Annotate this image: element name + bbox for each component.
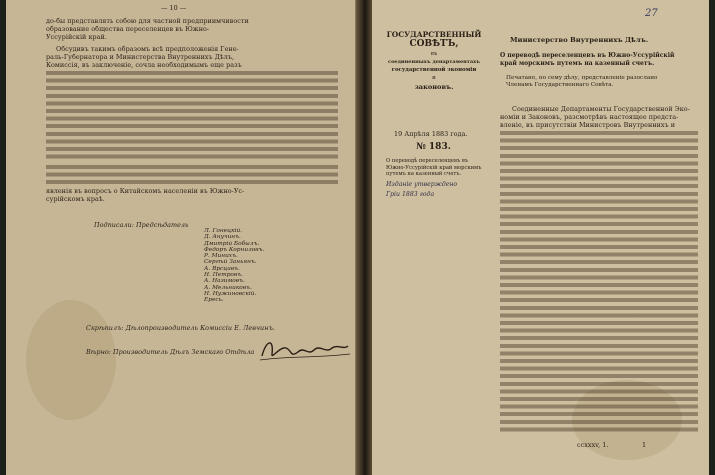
ministry-title: Министерство Внутреннихъ Дѣлъ. <box>510 36 649 44</box>
signatory: Дмитрій Бобылъ. <box>204 240 260 247</box>
signatory: Л. Гонецкій. <box>204 228 243 234</box>
folio-number: 27 <box>645 8 658 19</box>
heading-line: государственной экономіи <box>391 67 477 73</box>
note-line: путемъ на казенный счетъ. <box>386 171 462 178</box>
heading-line: ГОСУДАРСТВЕННЫЙ <box>386 30 482 39</box>
body-text-lines <box>46 163 338 186</box>
left-page <box>6 0 356 475</box>
signatory: Ересь. <box>204 297 224 304</box>
signatory: А. Мельниковъ. <box>204 284 252 291</box>
footer-page-number: 1 <box>642 441 647 449</box>
document-number: № 183. <box>416 142 451 152</box>
heading-line: и <box>432 75 436 81</box>
note-line: Южно-Уссурійскій край морскимъ <box>386 164 482 171</box>
paper-stain <box>26 300 116 420</box>
text-line: Уссурійскій край. <box>46 33 107 41</box>
text-line: сурійскомъ краѣ. <box>46 195 105 203</box>
note-line: О переводѣ переселенцевъ въ <box>386 158 469 164</box>
clerk-signature-line: Скрѣпилъ: Дѣлопроизводитель Комиссіи Е. Левчинъ. <box>86 324 275 332</box>
handwriting-line: Изданіе утверждено <box>386 181 458 188</box>
signatory: Сергѣй Заньянъ. <box>204 259 257 266</box>
signatory: А. Врсцавъ. <box>204 265 240 272</box>
signatory: Р. Минихъ. <box>204 253 238 260</box>
text-line: образование общества переселенцев въ Южно- <box>46 25 210 33</box>
session-date: 19 Апрѣля 1883 года. <box>394 130 468 138</box>
handwritten-signature <box>256 334 352 364</box>
signatory: Федоръ Корниловъ. <box>204 246 265 253</box>
print-note-line: Печатано, по сему дѣлу, представленіе разослано <box>506 75 658 81</box>
body-text-lines <box>46 69 338 160</box>
handwritten-note <box>386 180 457 200</box>
signatory: А. Назимовъ. <box>204 278 245 285</box>
print-note <box>506 75 657 90</box>
heading-line: въ <box>430 51 438 57</box>
text-line: раль-Губернатора и Министерства Внутреннихъ Дѣлъ, <box>46 53 235 61</box>
text-line: Обсудивъ такимъ образомъ всѣ предположенія Гене- <box>56 45 239 53</box>
text-line: Соединенные Департаменты Государственной Эко- <box>512 105 690 113</box>
verified-line: Вѣрно: Производитель Дѣлъ Земскаго Отдѣла <box>86 348 255 356</box>
right-page <box>372 0 709 475</box>
text-line: вленіе, въ присутствіи Министровъ Внутреннихъ и <box>500 121 676 129</box>
signatories-list <box>204 228 264 304</box>
body-text-lines <box>500 129 698 433</box>
institution-heading <box>376 30 492 92</box>
subject-line: край морскимъ путемъ на казенный счетъ. <box>500 59 655 67</box>
heading-line: законовъ. <box>414 83 454 91</box>
subject-line: О переводѣ переселенцевъ въ Южно-Уссурійскій <box>500 52 675 59</box>
heading-line: соединенныхъ департаментахъ <box>388 59 480 65</box>
signatory: Н. Петровъ. <box>204 272 244 279</box>
text-line: Комиссія, въ заключеніе, сочла необходимымъ еще разъ <box>46 61 242 69</box>
text-line: явленія въ вопросъ о Китайскомъ населеніи въ Южно-Ус- <box>46 187 245 195</box>
signatory: Д. Анучинъ. <box>204 234 241 241</box>
page-number: — 10 — <box>161 4 187 12</box>
text-line: до-бы представлять собою для частной предприимчивости <box>46 17 249 25</box>
text-line: номіи и Законовъ, разсмотрѣвъ настоящее предста- <box>500 113 679 121</box>
printer-signature-mark: ccxxxv, 1. <box>577 441 609 449</box>
heading-line: СОВѢТЪ, <box>409 39 459 49</box>
print-note-line: Членамъ Государственнаго Совѣта. <box>506 82 614 89</box>
margin-note <box>386 158 481 178</box>
signed-label: Подписали: Предсѣдатель <box>94 221 189 229</box>
signatory: Н. Нужиновскій. <box>204 290 257 297</box>
handwriting-line: Гріи 1883 года <box>386 191 435 198</box>
subject <box>500 52 674 67</box>
book-spine <box>356 0 372 475</box>
